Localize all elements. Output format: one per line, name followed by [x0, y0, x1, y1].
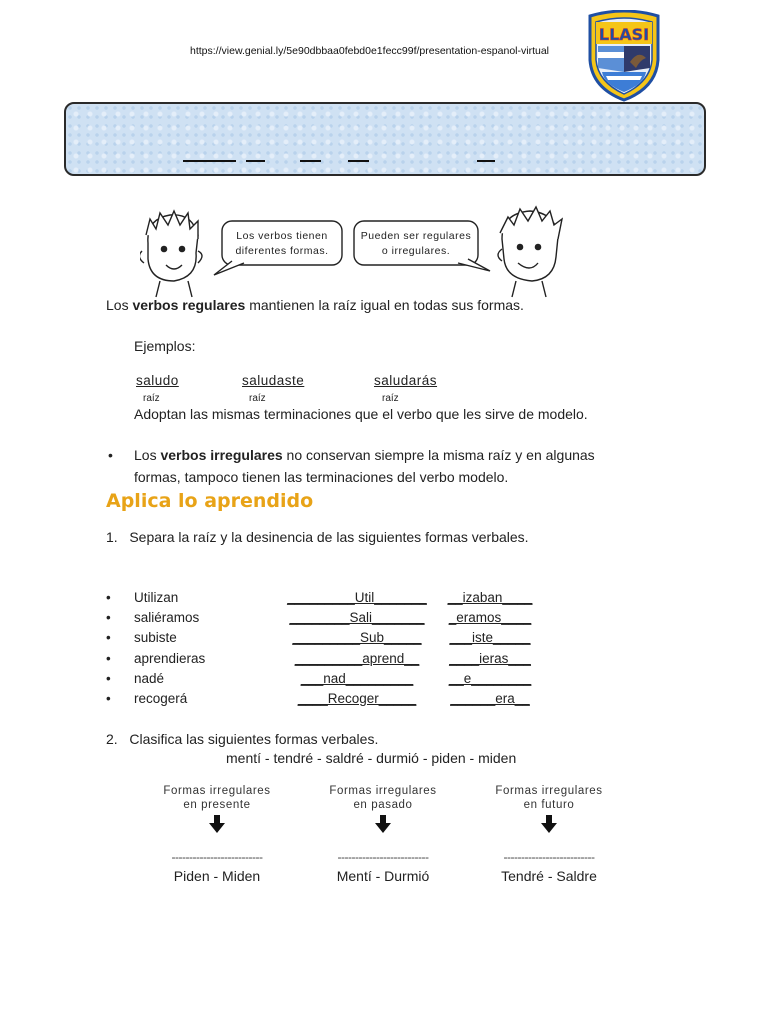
example-raiz-1: raíz — [143, 393, 160, 404]
row-desinencia[interactable]: _eramos____ — [448, 610, 532, 625]
regular-verbs-paragraph — [106, 297, 524, 313]
row-word: nadé — [134, 671, 165, 686]
column-futuro-line2: en futuro — [523, 799, 575, 811]
row-desinencia[interactable]: ___iste_____ — [449, 630, 531, 645]
irregular-suffix: no conservan siempre la misma raíz y en algunas — [282, 447, 595, 463]
column-pasado — [308, 785, 458, 833]
arrow-down-icon — [375, 815, 391, 833]
row-word: aprendieras — [134, 651, 206, 666]
question-2-words: mentí - tendré - saldré - durmió - piden - miden — [226, 750, 517, 766]
example-raiz-3: raíz — [382, 393, 399, 404]
row-desinencia[interactable]: ______era__ — [450, 691, 530, 706]
irregular-line2: formas, tampoco tienen las terminaciones del verbo modelo. — [134, 469, 509, 485]
dash-line-futuro: -------------------------- — [503, 850, 595, 864]
arrow-down-icon — [541, 815, 557, 833]
row-word: Utilizan — [134, 590, 179, 605]
right-boy-icon — [498, 207, 562, 297]
example-word-1 — [136, 373, 179, 388]
answer-presente[interactable]: Piden - Miden — [173, 868, 261, 884]
dash-line-presente: -------------------------- — [171, 850, 263, 864]
regular-bold: verbos regulares — [132, 297, 246, 313]
left-boy-icon — [140, 211, 202, 297]
row-raiz[interactable]: ________Sali_______ — [289, 610, 425, 625]
title-blank-3 — [300, 160, 321, 162]
title-blank-5 — [477, 160, 495, 162]
column-pasado-line2: en pasado — [353, 799, 413, 811]
right-bubble-line1: Pueden ser regulares — [360, 230, 472, 242]
row-bullet: • — [106, 590, 111, 605]
irregular-verbs-paragraph — [134, 447, 660, 463]
school-logo — [584, 10, 664, 102]
row-bullet: • — [106, 691, 111, 706]
example-1-text: saludo — [136, 373, 179, 388]
row-word: subiste — [134, 630, 177, 645]
irregular-bold: verbos irregulares — [160, 447, 283, 463]
column-futuro — [474, 785, 624, 833]
row-word: saliéramos — [134, 610, 200, 625]
column-futuro-line1: Formas irregulares — [495, 785, 603, 797]
svg-text:LLASI: LLASI — [598, 25, 650, 44]
title-blank-1 — [183, 160, 236, 162]
column-presente-line2: en presente — [183, 799, 251, 811]
row-bullet: • — [106, 651, 111, 666]
right-bubble-line2: o irregulares. — [381, 245, 451, 257]
aplica-heading: Aplica lo aprendido — [106, 490, 314, 512]
row-raiz[interactable]: _________Sub_____ — [292, 630, 422, 645]
question-1: 1. Separa la raíz y la desinencia de las siguientes formas verbales. — [106, 529, 529, 545]
row-raiz[interactable]: _________aprend__ — [294, 651, 420, 666]
row-word: recogerá — [134, 691, 188, 706]
regular-suffix: mantienen la raíz igual en todas sus formas. — [245, 297, 524, 313]
irregular-prefix: Los — [134, 447, 161, 463]
example-raiz-2: raíz — [249, 393, 266, 404]
column-presente — [142, 785, 292, 833]
answer-pasado[interactable]: Mentí - Durmió — [336, 868, 430, 884]
row-desinencia[interactable]: ____ieras___ — [449, 651, 531, 666]
ejemplos-label: Ejemplos: — [134, 338, 196, 354]
row-desinencia[interactable]: __izaban____ — [447, 590, 533, 605]
arrow-down-icon — [209, 815, 225, 833]
row-bullet: • — [106, 671, 111, 686]
adoptan-text: Adoptan las mismas terminaciones que el verbo que les sirve de modelo. — [134, 406, 588, 422]
example-2-text: saludaste — [242, 373, 305, 388]
example-word-2 — [242, 373, 304, 388]
row-raiz[interactable]: ___nad_________ — [300, 671, 414, 686]
row-bullet: • — [106, 630, 111, 645]
left-bubble-line2: diferentes formas. — [235, 245, 329, 257]
answer-futuro[interactable]: Tendré - Saldre — [501, 868, 597, 884]
column-pasado-line1: Formas irregulares — [329, 785, 437, 797]
row-raiz[interactable]: ____Recoger_____ — [297, 691, 417, 706]
document-url[interactable]: https://view.genial.ly/5e90dbbaa0febd0e1fecc99f/presentation-espanol-virtual — [190, 45, 549, 57]
boys-illustration — [140, 205, 570, 300]
title-blank-2 — [246, 160, 265, 162]
left-bubble-line1: Los verbos tienen — [236, 230, 328, 242]
example-3-text: saludarás — [374, 373, 438, 388]
example-word-3 — [374, 373, 437, 388]
title-blank-4 — [348, 160, 369, 162]
question-2: 2. Clasifica las siguientes formas verbales. — [106, 731, 379, 747]
row-desinencia[interactable]: __e________ — [448, 671, 532, 686]
column-presente-line1: Formas irregulares — [163, 785, 271, 797]
regular-prefix: Los — [106, 297, 133, 313]
row-bullet: • — [106, 610, 111, 625]
title-banner — [64, 102, 706, 176]
row-raiz[interactable]: _________Util_______ — [287, 590, 427, 605]
dash-line-pasado: -------------------------- — [337, 850, 429, 864]
bullet-irregular: • — [108, 447, 113, 463]
